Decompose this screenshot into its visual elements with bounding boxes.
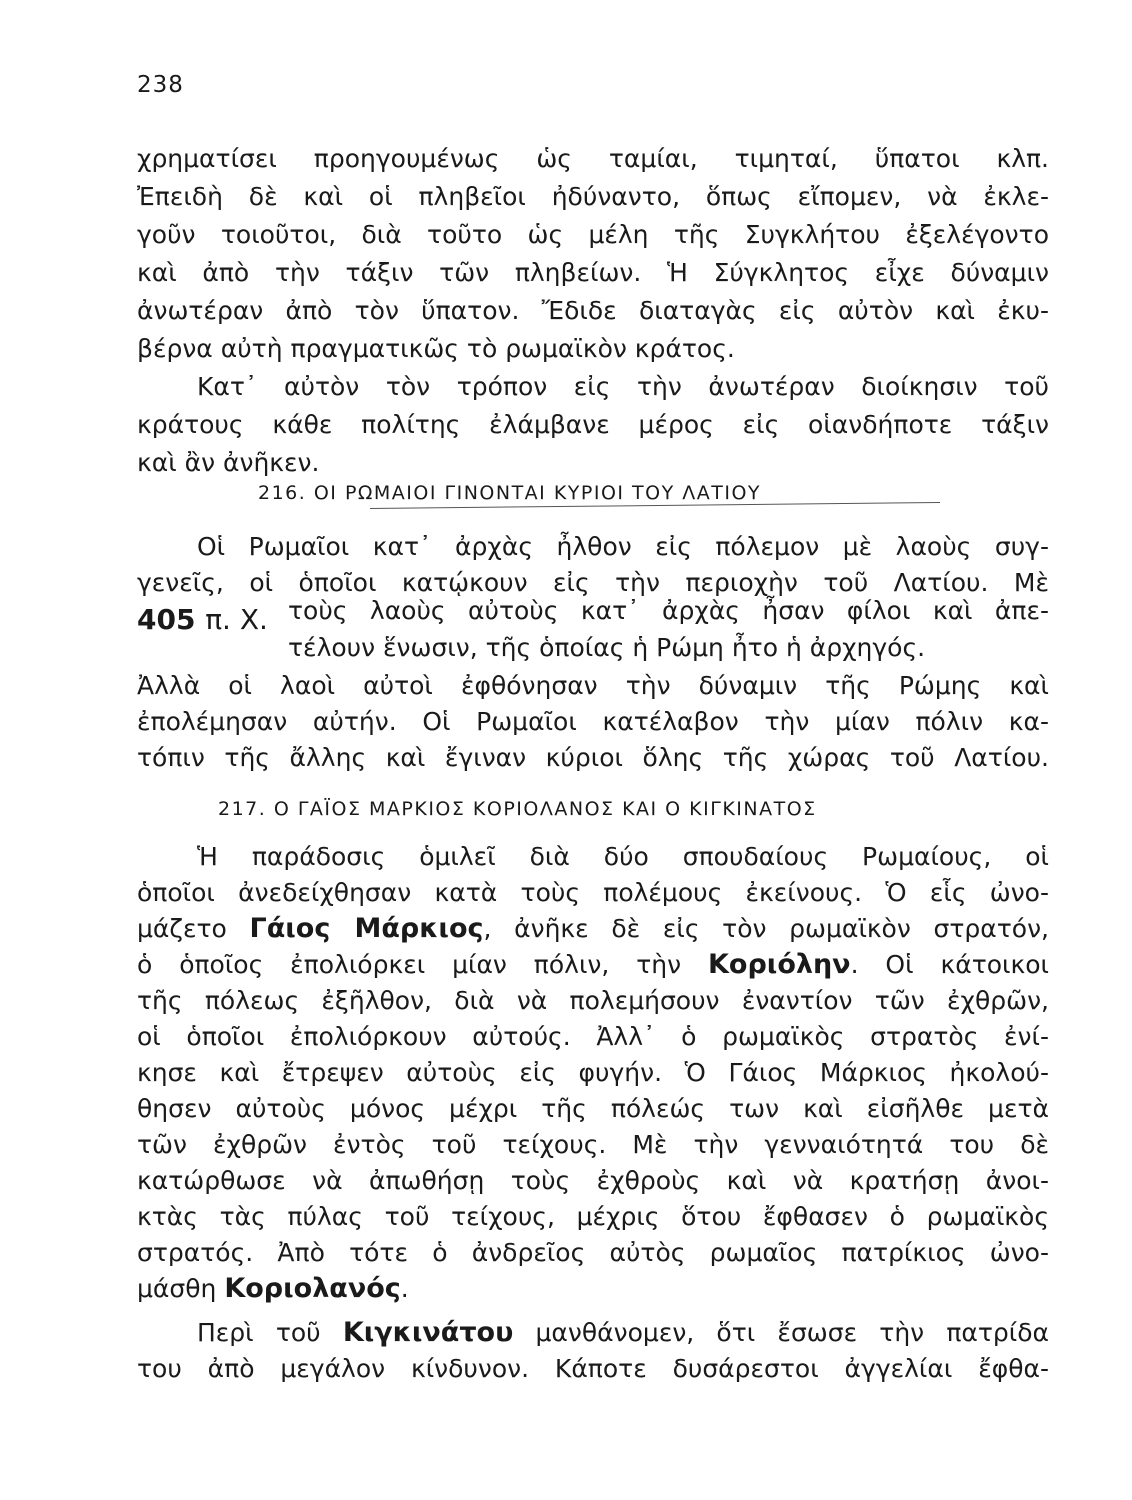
name-gaios-markios: Γάιος Μάρκιος xyxy=(249,913,484,944)
margin-year: 405 xyxy=(137,603,196,636)
text-line: τῆς πόλεως ἐξῆλθον, διὰ νὰ πολεμήσουν ἐναντίον τῶν ἐχθρῶν, xyxy=(137,986,1049,1015)
text-line xyxy=(137,946,1049,984)
text-run: . xyxy=(400,1274,409,1303)
text-line: καὶ ἂν ἀνῆκεν. xyxy=(137,448,320,477)
text-run: μάζετο xyxy=(137,914,250,943)
text-line: καὶ ἀπὸ τὴν τάξιν τῶν πληβείων. Ἡ Σύγκλητος εἶχε δύναμιν xyxy=(137,258,1049,287)
text-line xyxy=(137,910,1049,948)
text-run: μανθάνομεν, ὅτι ἔσωσε τὴν πατρίδα xyxy=(513,1318,1050,1347)
text-line: Ἀλλὰ οἱ λαοὶ αὐτοὶ ἐφθόνησαν τὴν δύναμιν τῆς Ρώμης καὶ xyxy=(137,671,1049,700)
text-line: Ἡ παράδοσις ὁμιλεῖ διὰ δύο σπουδαίους Ρωμαίους, οἱ xyxy=(197,842,1049,871)
text-run: . Οἱ κάτοικοι xyxy=(850,950,1049,979)
text-line: Κατ᾽ αὐτὸν τὸν τρόπον εἰς τὴν ἀνωτέραν διοίκησιν τοῦ xyxy=(197,372,1049,401)
text-line: χρηματίσει προηγουμένως ὡς ταμίαι, τιμηταί, ὕπατοι κλπ. xyxy=(137,144,1049,173)
text-line xyxy=(197,1314,1049,1352)
text-line: κράτους κάθε πολίτης ἐλάμβανε μέρος εἰς οἱανδήποτε τάξιν xyxy=(137,410,1049,439)
text-line: ἀνωτέραν ἀπὸ τὸν ὕπατον. Ἔδιδε διαταγὰς εἰς αὐτὸν καὶ ἐκυ- xyxy=(137,296,1049,325)
section-heading-217: 217. Ο ΓΑΪΟΣ ΜΑΡΚΙΟΣ ΚΟΡΙΟΛΑΝΟΣ ΚΑΙ Ο ΚΙΓΚΙΝΑΤΟΣ xyxy=(218,798,817,820)
section-heading-216: 216. ΟΙ ΡΩΜΑΙΟΙ ΓΙΝΟΝΤΑΙ ΚΥΡΙΟΙ ΤΟΥ ΛΑΤΙΟΥ xyxy=(258,482,762,504)
text-line: στρατός. Ἀπὸ τότε ὁ ἀνδρεῖος αὐτὸς ρωμαῖος πατρίκιος ὠνο- xyxy=(137,1238,1049,1267)
text-line: κτὰς τὰς πύλας τοῦ τείχους, μέχρις ὅτου ἔφθασεν ὁ ρωμαϊκὸς xyxy=(137,1202,1049,1231)
text-line: του ἀπὸ μεγάλον κίνδυνον. Κάποτε δυσάρεστοι ἀγγελίαι ἔφθα- xyxy=(137,1354,1049,1383)
name-kigkinatos: Κιγκινάτου xyxy=(342,1317,514,1348)
text-line: τοὺς λαοὺς αὐτοὺς κατ᾽ ἀρχὰς ἦσαν φίλοι καὶ ἀπε- xyxy=(288,596,1049,625)
page-number: 238 xyxy=(137,72,184,98)
text-run: ὁ ὁποῖος ἐπολιόρκει μίαν πόλιν, τὴν xyxy=(137,950,708,979)
text-line: τέλουν ἕνωσιν, τῆς ὁποίας ἡ Ρώμη ἦτο ἡ ἀρχηγός. xyxy=(288,633,926,662)
text-line: τῶν ἐχθρῶν ἐντὸς τοῦ τείχους. Μὲ τὴν γενναιότητά του δὲ xyxy=(137,1130,1049,1159)
margin-date xyxy=(137,603,268,636)
name-koriolin: Κοριόλην xyxy=(708,949,851,980)
text-line: οἱ ὁποῖοι ἐπολιόρκουν αὐτούς. Ἀλλ᾽ ὁ ρωμαϊκὸς στρατὸς ἐνί- xyxy=(137,1022,1049,1051)
text-line: ὁποῖοι ἀνεδείχθησαν κατὰ τοὺς πολέμους ἐκείνους. Ὁ εἷς ὠνο- xyxy=(137,878,1049,907)
name-koriolanos: Κοριολανός xyxy=(224,1273,401,1304)
text-line: κατώρθωσε νὰ ἀπωθήσῃ τοὺς ἐχθροὺς καὶ νὰ κρατήσῃ ἀνοι- xyxy=(137,1166,1049,1195)
text-line: γοῦν τοιοῦτοι, διὰ τοῦτο ὡς μέλη τῆς Συγκλήτου ἐξελέγοντο xyxy=(137,220,1049,249)
text-line: γενεῖς, οἱ ὁποῖοι κατῴκουν εἰς τὴν περιοχὴν τοῦ Λατίου. Μὲ xyxy=(137,568,1049,597)
text-line: ἐπολέμησαν αὐτήν. Οἱ Ρωμαῖοι κατέλαβον τὴν μίαν πόλιν κα- xyxy=(137,707,1049,736)
text-run: μάσθη xyxy=(137,1274,225,1303)
text-line: θησεν αὐτοὺς μόνος μέχρι τῆς πόλεώς των καὶ εἰσῆλθε μετὰ xyxy=(137,1094,1049,1123)
text-line: κησε καὶ ἔτρεψεν αὐτοὺς εἰς φυγήν. Ὁ Γάιος Μάρκιος ἠκολού- xyxy=(137,1058,1049,1087)
text-line: Ἐπειδὴ δὲ καὶ οἱ πληβεῖοι ἠδύναντο, ὅπως εἴπομεν, νὰ ἐκλε- xyxy=(137,182,1049,211)
text-line xyxy=(137,1270,1049,1308)
text-line: Οἱ Ρωμαῖοι κατ᾽ ἀρχὰς ἦλθον εἰς πόλεμον μὲ λαοὺς συγ- xyxy=(197,532,1049,561)
text-line: βέρνα αὐτὴ πραγματικῶς τὸ ρωμαϊκὸν κράτος. xyxy=(137,334,735,363)
margin-era: π. Χ. xyxy=(205,603,268,636)
text-line: τόπιν τῆς ἄλλης καὶ ἔγιναν κύριοι ὅλης τῆς χώρας τοῦ Λατίου. xyxy=(137,743,1049,772)
text-run: , ἀνῆκε δὲ εἰς τὸν ρωμαϊκὸν στρατόν, xyxy=(483,914,1049,943)
text-run: Περὶ τοῦ xyxy=(197,1318,343,1347)
